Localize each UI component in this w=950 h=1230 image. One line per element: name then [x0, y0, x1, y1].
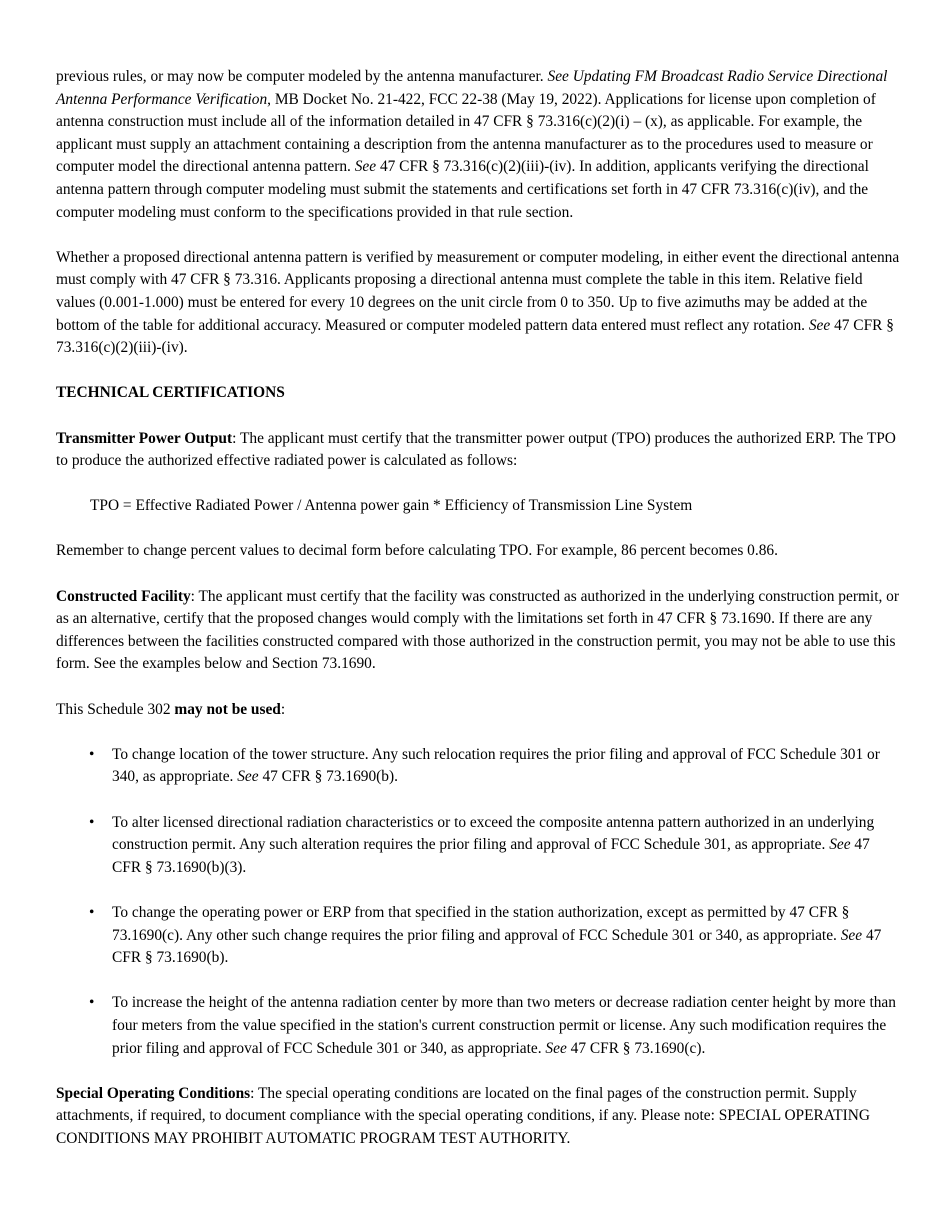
text-run: : The applicant must certify that the transmitter power output (TPO) produces the authorized ERP. The TPO to produce the authorized effective radiated power is calculated as follows:: [56, 429, 896, 470]
see-signal: See: [354, 158, 377, 176]
see-signal: See: [545, 1039, 567, 1057]
text-run: 47 CFR § 73.316(c)(2)(iii)-(iv).: [56, 316, 894, 357]
see-signal: See: [829, 836, 851, 854]
paragraph-directional-antenna: [56, 247, 902, 360]
paragraph-constructed-facility: [56, 586, 902, 676]
section-heading: TECHNICAL CERTIFICATIONS: [56, 384, 285, 402]
bullet-icon: •: [89, 745, 95, 763]
text-run: To increase the height of the antenna radiation center by more than two meters or decrease radiation center height by more than four meters from the value specified in the station's current construction permit or license. Any such modification requires the prior filing and approval of FCC Schedule 301 or 340, as appropriate.: [112, 994, 896, 1057]
text-run: 47 CFR § 73.316(c)(2)(iii)-(iv). In addition, applicants verifying the directional antenna pattern through computer modeling must submit the statements and certifications set forth in 47 CFR 73.316(c)(iv), and the computer modeling must conform to the specifications provided in that rule section.: [56, 158, 869, 221]
term-label: Transmitter Power Output: [56, 429, 233, 447]
paragraph-antenna-verification: [56, 66, 902, 224]
text-run: 47 CFR § 73.1690(c).: [566, 1039, 706, 1057]
text-run: : The special operating conditions are located on the final pages of the construction permit. Supply attachments, if required, to document compliance with the special operating conditions, if any. Please note: SPECIAL OPERATING CONDITIONS MAY PROHIBIT AUTOMATIC PROGRAM TEST AUTHORITY.: [56, 1084, 870, 1147]
citation-title: See Updating FM Broadcast Radio Service Directional Antenna Performance Verification: [56, 68, 888, 108]
see-signal: See: [808, 316, 831, 334]
text-run: 47 CFR § 73.1690(b).: [112, 926, 882, 967]
bullet-icon: •: [89, 903, 95, 921]
tpo-formula: TPO = Effective Radiated Power / Antenna power gain * Efficiency of Transmission Line System: [90, 497, 693, 515]
list-item: [56, 992, 902, 1060]
text-run: Whether a proposed directional antenna pattern is verified by measurement or computer modeling, in either event the directional antenna must comply with 47 CFR § 73.316. Applicants proposing a directional antenna must complete the table in this item. Relative field values (0.001-1.000) must be entered for every 10 degrees on the unit circle from 0 to 350. Up to five azimuths may be added at the bottom of the table for additional accuracy. Measured or computer modeled pattern data entered must reflect any rotation.: [56, 248, 900, 334]
list-item: [56, 902, 902, 970]
text-run: previous rules, or may now be computer modeled by the antenna manufacturer.: [56, 68, 548, 85]
text-run: This Schedule 302: [56, 700, 175, 718]
document-page: [56, 66, 902, 1173]
emphasis: may not be used: [174, 700, 281, 718]
list-item: [56, 812, 902, 880]
see-signal: See: [840, 926, 863, 944]
restriction-list: [56, 744, 902, 1060]
text-run: , MB Docket No. 21-422, FCC 22-38 (May 19, 2022). Applications for license upon completion of antenna construction must include all of the information detailed in 47 CFR § 73.316(c)(2)(i) – (x), as applicable. For example, the applicant must supply an attachment containing a description from the antenna manufacturer as to the procedures used to measure or computer model the directional antenna pattern.: [56, 90, 876, 176]
term-label: Special Operating Conditions: [56, 1084, 251, 1102]
bullet-icon: •: [89, 994, 95, 1012]
text-run: 47 CFR § 73.1690(b).: [258, 768, 398, 786]
text-run: To change location of the tower structure. Any such relocation requires the prior filing and approval of FCC Schedule 301 or 340, as appropriate.: [112, 745, 880, 786]
see-signal: See: [237, 768, 259, 786]
paragraph-special-operating-conditions: [56, 1083, 902, 1151]
paragraph-transmitter-power-output: [56, 428, 902, 473]
text-run: To alter licensed directional radiation characteristics or to exceed the composite antenna pattern authorized in an underlying construction permit. Any such alteration requires the prior filing and approval of FCC Schedule 301, as appropriate.: [112, 813, 875, 854]
text-run: :: [280, 700, 286, 718]
text-run: To change the operating power or ERP from that specified in the station authorization, except as permitted by 47 CFR § 73.1690(c). Any other such change requires the prior filing and approval of FCC Schedule 301 or 340, as appropriate.: [112, 903, 850, 944]
text-run: 47 CFR § 73.1690(b)(3).: [112, 836, 870, 876]
paragraph-tpo-note: Remember to change percent values to decimal form before calculating TPO. For example, 86 percent becomes 0.86.: [56, 542, 778, 560]
paragraph-schedule-302: [56, 699, 902, 722]
bullet-icon: •: [89, 813, 95, 831]
text-run: : The applicant must certify that the facility was constructed as authorized in the underlying construction permit, or as an alternative, certify that the proposed changes would comply with the limitations set forth in 47 CFR § 73.1690. If there are any differences between the facilities constructed compared with those authorized in the construction permit, you may not be able to use this form. See the examples below and Section 73.1690.: [56, 587, 899, 673]
list-item: [56, 744, 902, 789]
term-label: Constructed Facility: [56, 587, 191, 605]
